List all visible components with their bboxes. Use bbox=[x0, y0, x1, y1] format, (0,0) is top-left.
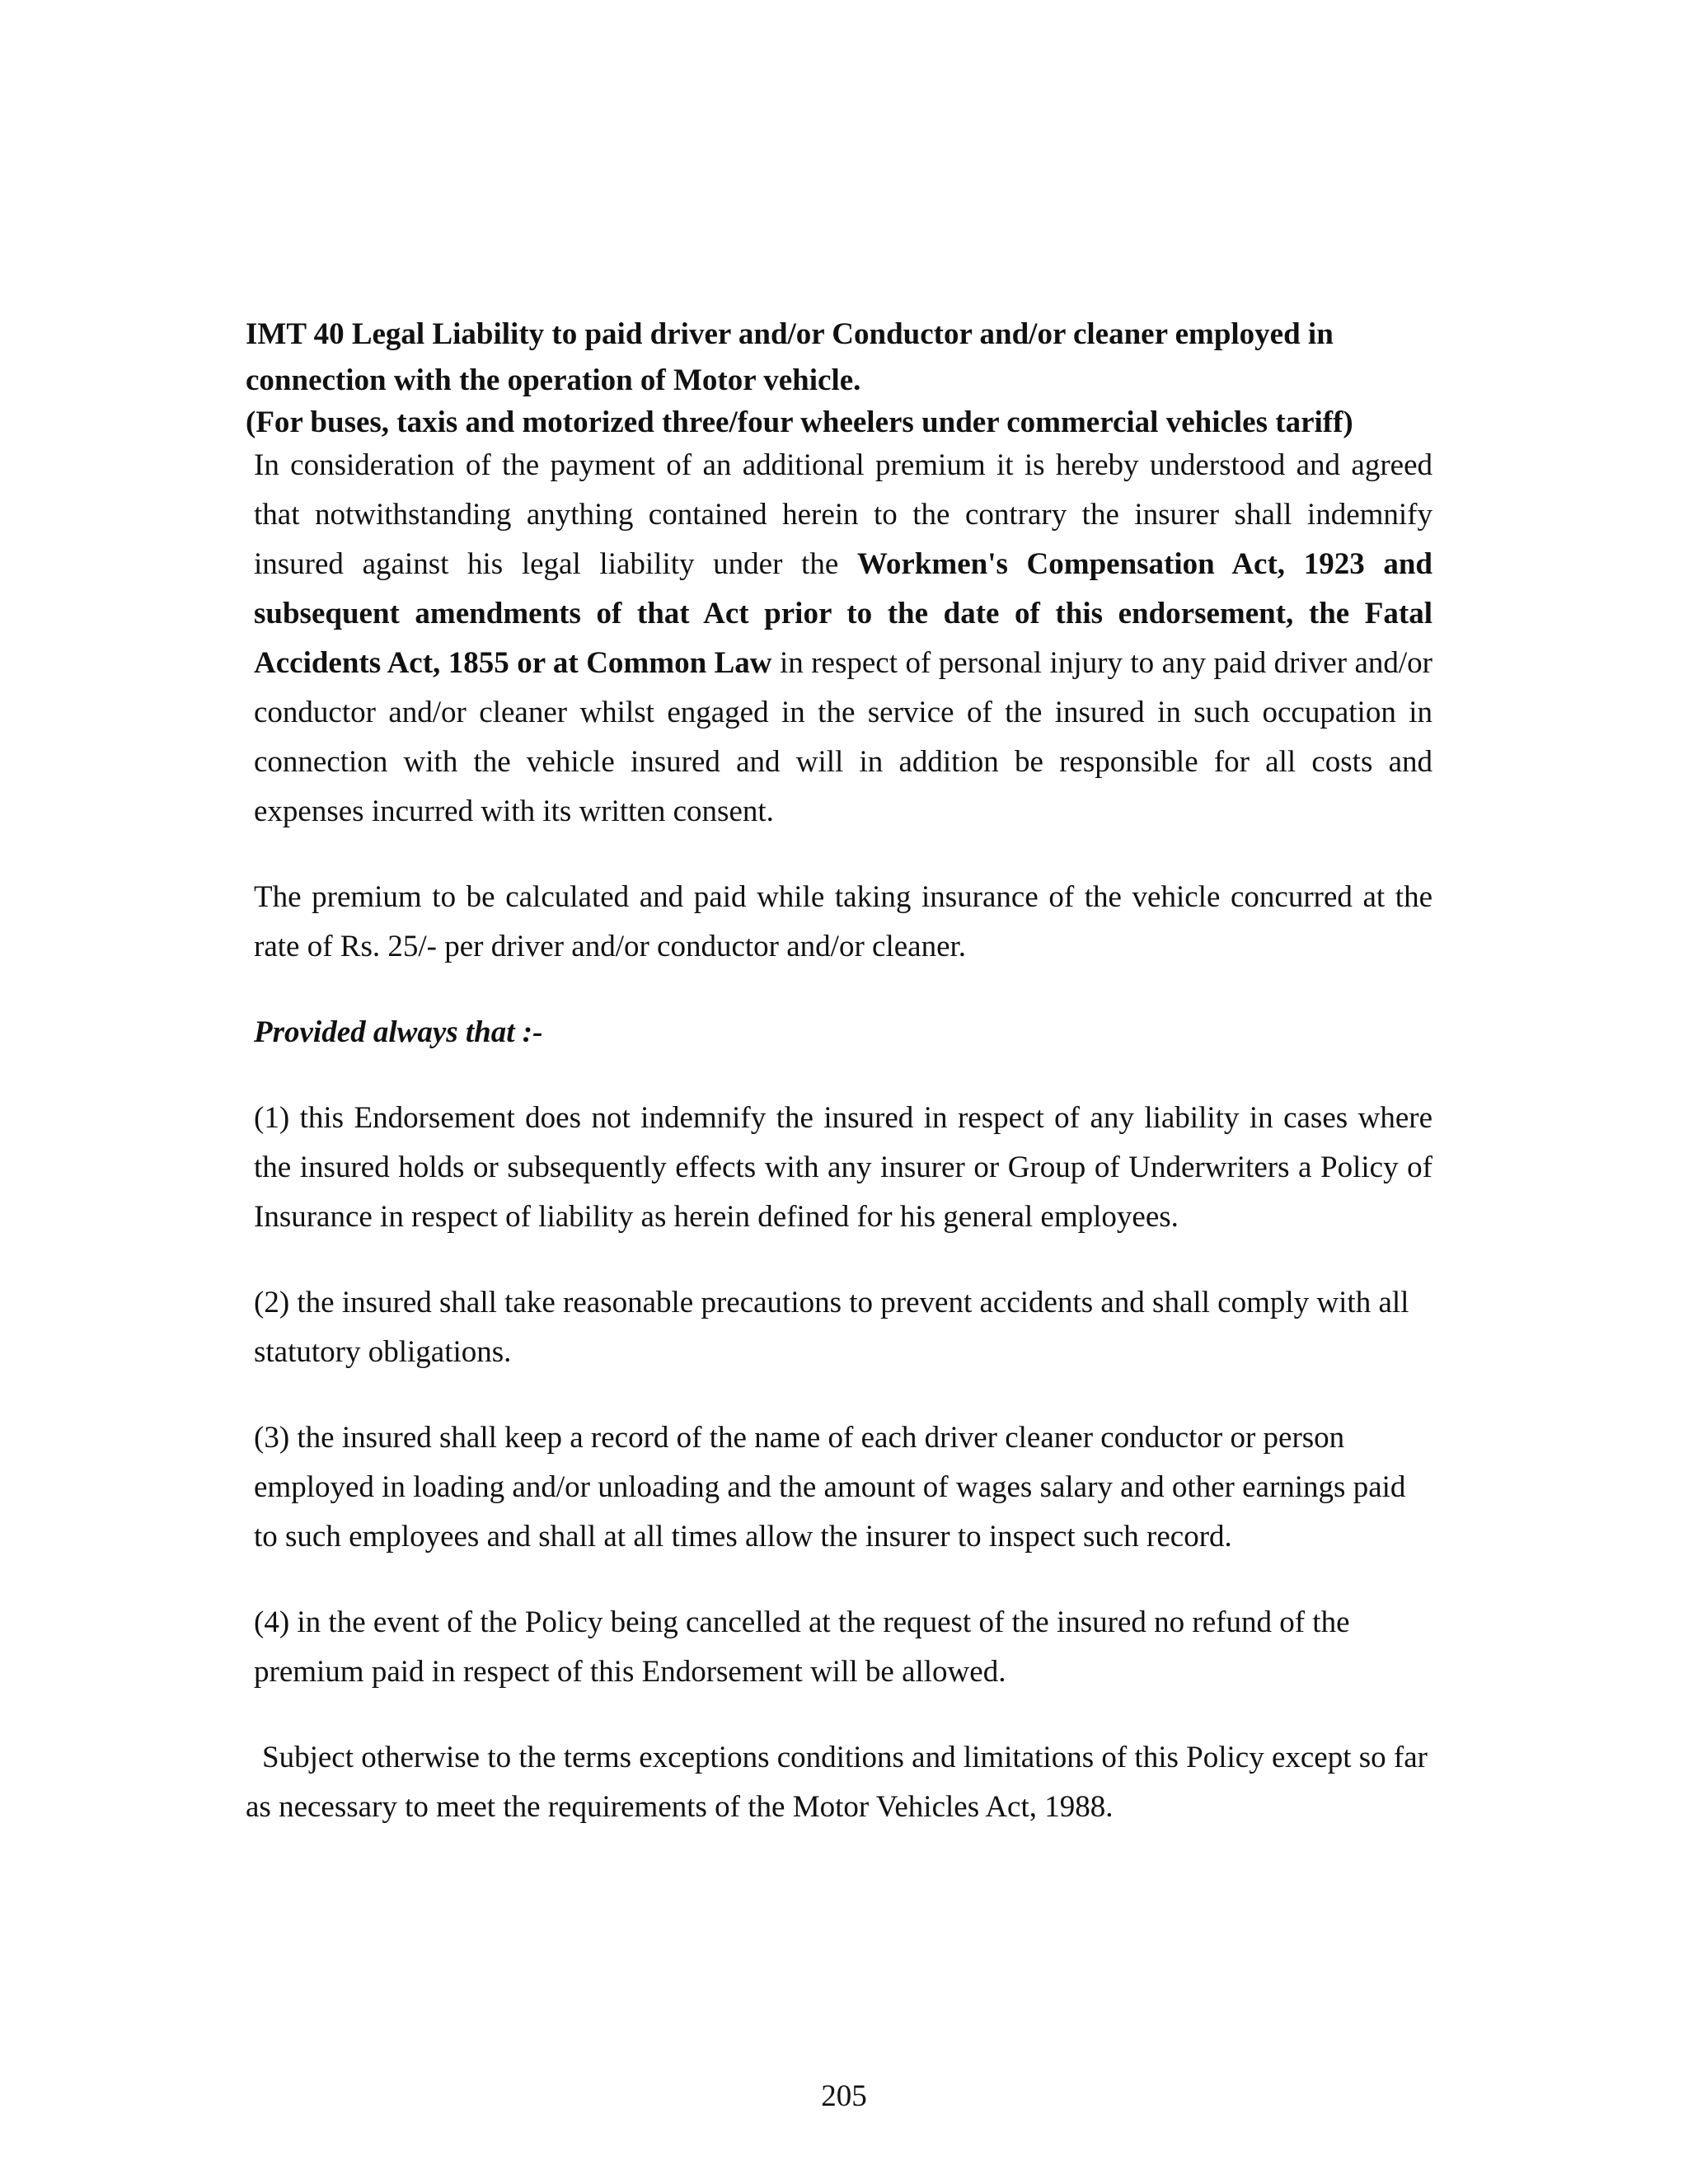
condition-3: (3) the insured shall keep a record of the name of each driver cleaner conductor or person employed in loading and/or unloading and the amount of wages salary and other earnings paid to such employees and shall at all times allow the insurer to inspect such record. bbox=[254, 1421, 1406, 1554]
consideration-paragraph bbox=[246, 441, 1432, 837]
closing-paragraph: Subject otherwise to the terms exceptions conditions and limitations of this Policy except so far as necessary to meet the requirements of the Motor Vehicles Act, 1988. bbox=[246, 1741, 1428, 1824]
consideration-text-1: In consideration of the payment of an additional premium it is hereby understood and agreed that notwithstanding anything contained herein to the contrary the insurer shall indemnify insured against his legal liability under the bbox=[254, 448, 1432, 581]
document-page bbox=[246, 312, 1432, 1832]
condition-4: (4) in the event of the Policy being cancelled at the request of the insured no refund of the premium paid in respect of this Endorsement will be allowed. bbox=[254, 1605, 1350, 1689]
statute-references: Workmen's Compensation Act, 1923 and subsequent amendments of that Act prior to the date of this endorsement, the Fatal Accidents Act, 1855 or at Common Law bbox=[254, 547, 1433, 680]
provided-heading: Provided always that :- bbox=[254, 1015, 543, 1049]
condition-1: (1) this Endorsement does not indemnify the insured in respect of any liability in cases where the insured holds or subsequently effects with any insurer or Group of Underwriters a Policy of Insurance in respect of liability as herein defined for his general employees. bbox=[254, 1101, 1432, 1234]
endorsement-scope: (For buses, taxis and motorized three/four wheelers under commercial vehicles tariff) bbox=[246, 405, 1353, 439]
endorsement-title: IMT 40 Legal Liability to paid driver and/or Conductor and/or cleaner employed in connection with the operation of Motor vehicle. bbox=[246, 317, 1334, 397]
premium-paragraph: The premium to be calculated and paid while taking insurance of the vehicle concurred at the rate of Rs. 25/- per driver and/or conductor and/or cleaner. bbox=[254, 880, 1432, 963]
consideration-text-2: in respect of personal injury to any paid driver and/or conductor and/or cleaner whilst engaged in the service of the insured in such occupation in connection with the vehicle insured and will in addition be responsible for all costs and expenses incurred with its written consent. bbox=[254, 646, 1433, 828]
page-number: 205 bbox=[821, 2079, 867, 2113]
condition-2: (2) the insured shall take reasonable precautions to prevent accidents and shall comply with all statutory obligations. bbox=[254, 1286, 1409, 1369]
